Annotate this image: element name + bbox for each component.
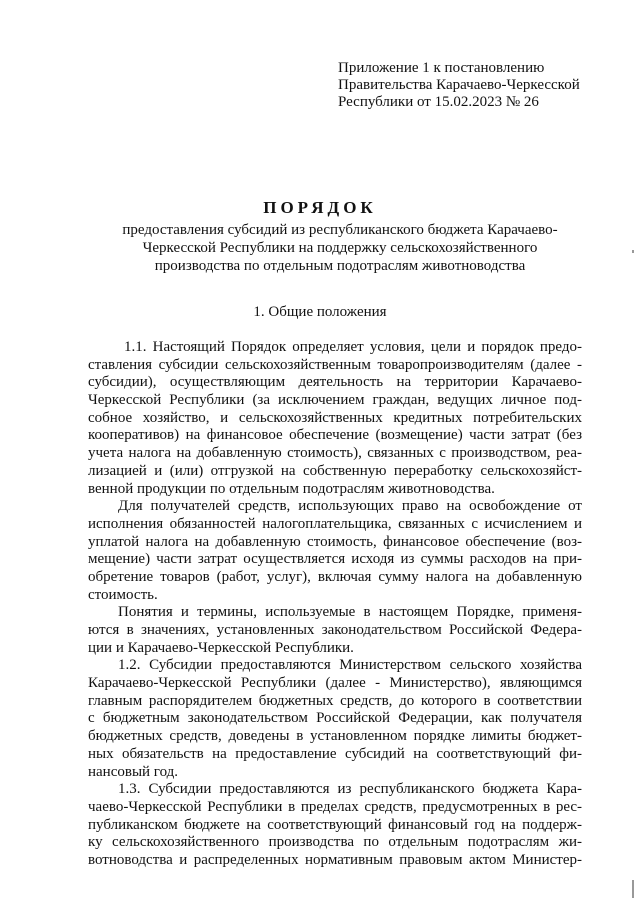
paragraph-line: уплатой налога на добавленную стоимость, финансовое обеспечение (воз- [88,533,582,550]
paragraph-line: исполнения обязанностей налогоплательщика, связанных с исчислением и [88,515,582,532]
paragraph-line: публиканском бюджете на соответствующий финансовый год на поддерж- [88,816,582,833]
paragraph-line: ставления субсидии сельскохозяйственным товаропроизводителям (далее - [88,356,582,373]
paragraph-line: венной продукции по отдельным подотраслям животноводства. [88,480,495,497]
paragraph-line: учета налога на добавленную стоимость), связанных с производством, реа- [88,445,582,462]
document-title: ПОРЯДОК [263,198,377,217]
paragraph-line: 1.2. Субсидии предоставляются Министерством сельского хозяйства [118,657,582,674]
paragraph-line: главным распорядителем бюджетных средств, до которого в соответствии [88,692,582,709]
paragraph-line: вотноводства и распределенных нормативным правовым актом Министер- [88,851,582,868]
paragraph-line: Для получателей средств, использующих право на освобождение от [118,498,582,515]
paragraph-line: субсидии), осуществляющим деятельность на территории Карачаево- [88,374,582,391]
paragraph-line: лизацией и (или) отгрузкой на собственную переработку сельскохозяйст- [88,462,582,479]
subtitle-line: предоставления субсидий из республиканского бюджета Карачаево- [122,222,558,238]
section-heading: 1. Общие положения [253,304,387,320]
appendix-line: Республики от 15.02.2023 № 26 [338,94,539,110]
paragraph-line: обретение товаров (работ, услуг), включая сумму налога на добавленную [88,568,582,585]
paragraph-line: ются в значениях, установленных законодательством Российской Федера- [88,622,582,638]
scan-edge-mark [632,880,634,898]
paragraph-line: Понятия и термины, используемые в настоящем Порядке, применя- [118,604,582,621]
appendix-line: Правительства Карачаево-Черкесской [338,77,580,93]
scan-edge-mark [632,250,634,253]
paragraph-line: ку сельскохозяйственного производства по отдельным подотраслям жи- [88,834,582,851]
paragraph-line: Черкесской Республики (за исключением граждан, ведущих личное под- [88,392,582,409]
document-body [88,339,582,870]
paragraph-line: собное хозяйство, и сельскохозяйственных кредитных потребительских [88,409,582,426]
paragraph-line: мещение) части затрат осуществляется исходя из суммы расходов на при- [88,551,582,568]
subtitle-line: Черкесской Республики на поддержку сельскохозяйственного [142,240,538,256]
paragraph-line: кооперативов) на финансовое обеспечение (возмещение) части затрат (без [88,427,582,444]
paragraph-line: бюджетных средств, доведены в установленном порядке лимиты бюджет- [88,728,582,745]
paragraph-line: стоимость. [88,586,158,603]
paragraph-line: 1.3. Субсидии предоставляются из республиканского бюджета Кара- [118,781,582,798]
appendix-note [338,60,628,111]
paragraph-line: ции и Карачаево-Черкесской Республики. [88,639,354,656]
appendix-line: Приложение 1 к постановлению [338,60,545,76]
paragraph-line: чаево-Черкесской Республики в пределах средств, предусмотренных в рес- [88,798,582,815]
document-subtitle [110,221,570,275]
paragraph-line: 1.1. Настоящий Порядок определяет условия, цели и порядок предо- [124,339,582,355]
paragraph-line: с бюджетным законодательством Российской Федерации, как получателя [88,710,582,727]
subtitle-line: производства по отдельным подотраслям животноводства [154,258,526,274]
paragraph-line: нансовый год. [88,763,179,780]
paragraph-line: Карачаево-Черкесской Республики (далее - Министерство), являющимся [88,675,582,692]
paragraph-line: ных обязательств на предоставление субсидий на соответствующий фи- [88,745,582,762]
